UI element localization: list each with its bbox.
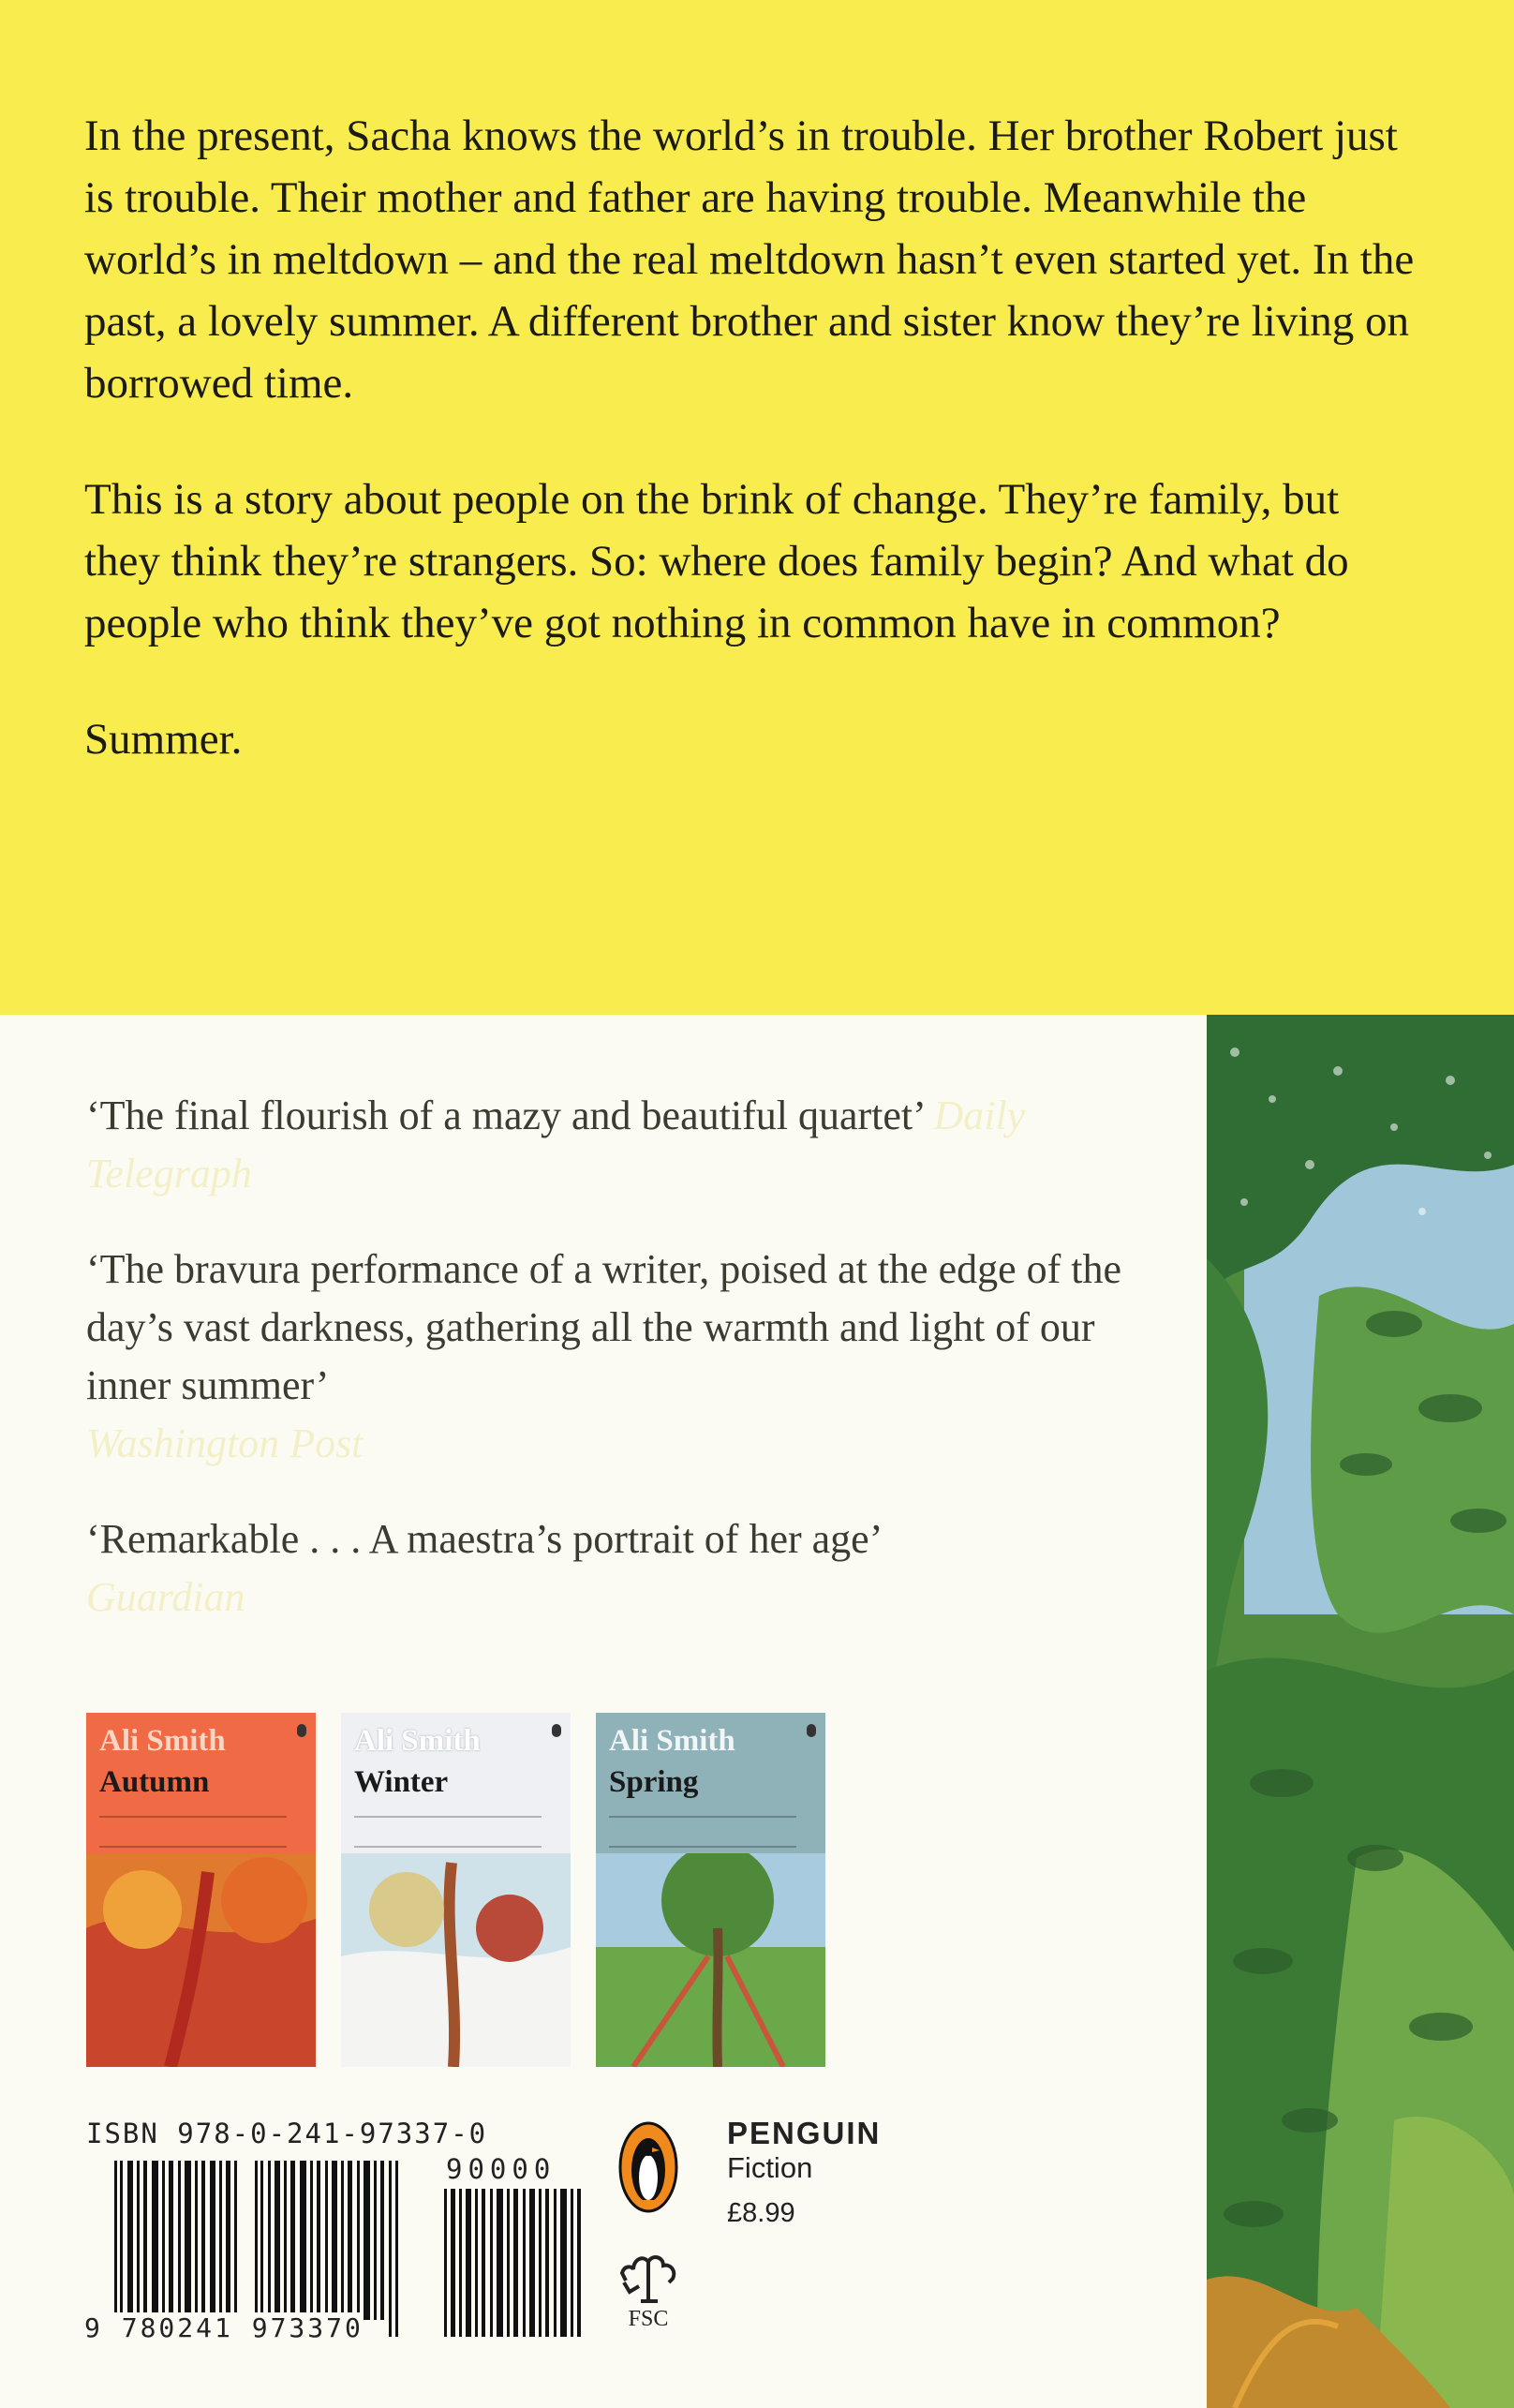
synopsis-panel: [0, 0, 1514, 1015]
review-quote: [86, 1087, 1164, 1203]
book-thumbnail-autumn: [86, 1713, 316, 2067]
blurb-paragraph-2: This is a story about people on the brink of change. They’re family, but they think they’re strangers. So: where does family begin? And what do people who think they’ve got nothing in common have in common?: [84, 475, 1349, 647]
penguin-logo-icon: [297, 1724, 306, 1737]
quote-text: ‘The bravura performance of a writer, poised at the edge of the day’s vast darkness, gathering all the warmth and light of our inner summer’: [86, 1246, 1122, 1408]
book-author: Ali Smith: [354, 1724, 481, 1758]
barcode-number: 9 780241 973370: [84, 2312, 364, 2343]
book-author: Ali Smith: [609, 1724, 735, 1758]
quote-source: Daily Telegraph: [86, 1093, 1026, 1197]
blurb: [84, 105, 1415, 825]
quote-source: Washington Post: [86, 1420, 364, 1466]
blurb-paragraph-1: In the present, Sacha knows the world’s in trouble. Her brother Robert just is trouble. Their mother and father are having trouble. Meanwhile the world’s in meltdown – and the real meltdown hasn’t even started yet. In the past, a lovely summer. A different brother and sister know they’re living on borrowed time.: [84, 111, 1415, 408]
review-quote: [86, 1510, 1164, 1627]
isbn-label: ISBN 978-0-241-97337-0: [86, 2118, 488, 2149]
barcode-icon: [114, 2161, 407, 2337]
book-title: Winter: [354, 1765, 449, 1799]
fsc-logo: [615, 2226, 682, 2339]
penguin-logo-icon: [618, 2121, 678, 2213]
book-title: Spring: [609, 1765, 699, 1799]
book-author: Ali Smith: [99, 1724, 226, 1758]
book-thumbnail-spring: [596, 1713, 825, 2067]
fsc-tree-icon: [615, 2226, 682, 2307]
quote-text: ‘Remarkable . . . A maestra’s portrait of her age’: [86, 1516, 883, 1562]
book-blurb-lines: [99, 1816, 287, 1848]
penguin-logo-icon: [807, 1724, 816, 1737]
publisher-name: PENGUIN: [727, 2116, 882, 2150]
fsc-label: FSC: [628, 2307, 669, 2331]
book-blurb-lines: [354, 1816, 542, 1848]
book-thumbnail-winter: [341, 1713, 571, 2067]
penguin-logo-icon: [552, 1724, 561, 1737]
review-quotes: [86, 1087, 1164, 1664]
book-blurb-lines: [609, 1816, 796, 1848]
price-label: £8.99: [727, 2198, 795, 2228]
cover-painting-strip: [1207, 1015, 1514, 2408]
addon-barcode-icon: [444, 2189, 583, 2337]
blurb-paragraph-3: Summer.: [84, 715, 243, 764]
quote-source: Guardian: [86, 1574, 245, 1620]
book-title: Autumn: [99, 1765, 210, 1799]
review-quote: [86, 1241, 1164, 1473]
imprint-label: Fiction: [727, 2151, 813, 2184]
barcode-addon-number: 90000: [446, 2153, 557, 2185]
quote-text: ‘The final flourish of a mazy and beautiful quartet’: [86, 1093, 924, 1138]
